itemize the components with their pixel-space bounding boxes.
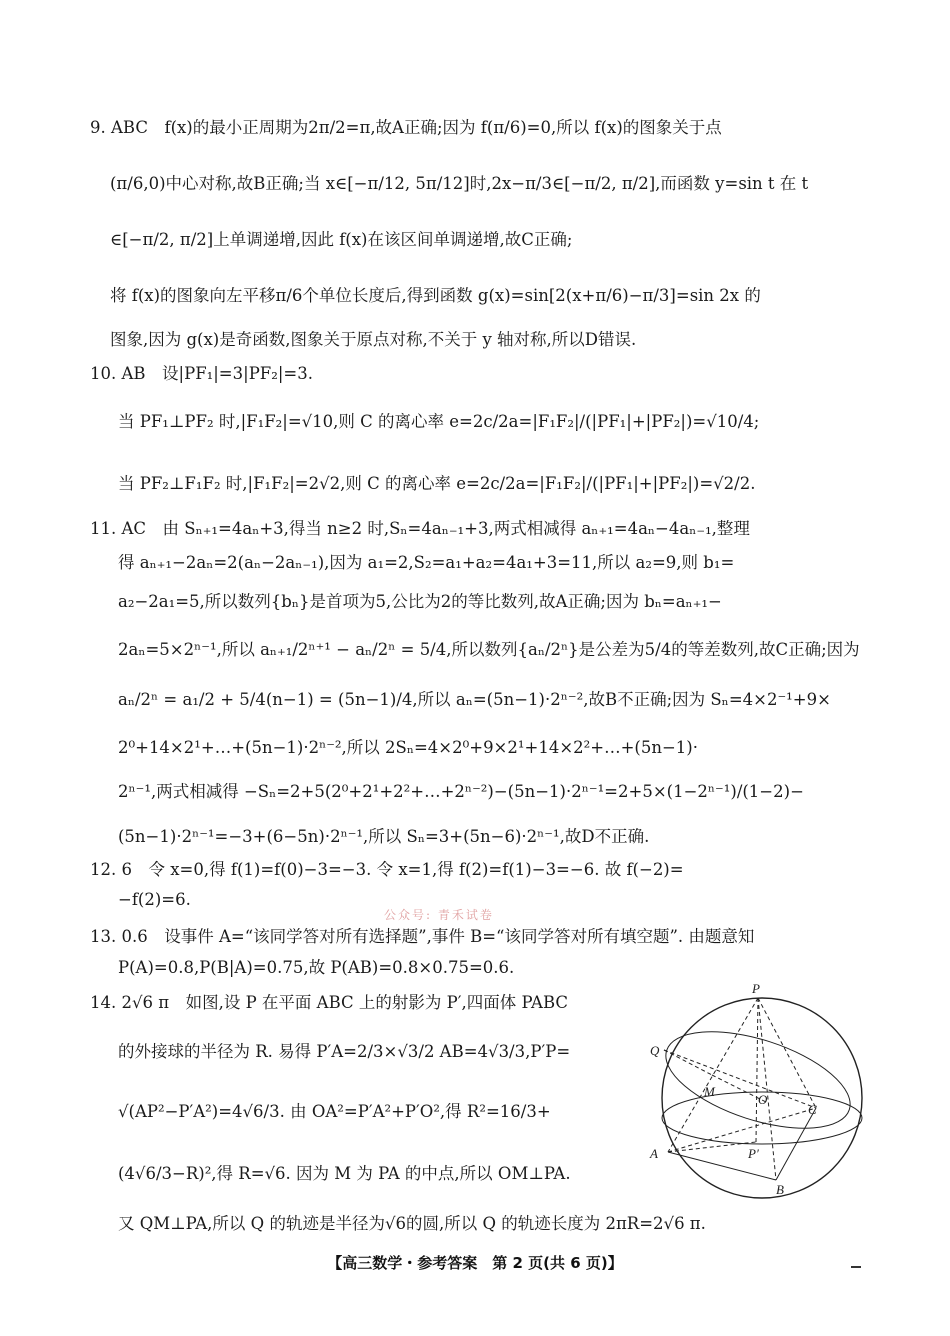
label-P: P — [752, 981, 760, 996]
text-line: 11. AC 由 Sₙ₊₁=4aₙ+3,得当 n≥2 时,Sₙ=4aₙ₋₁+3,两式相减得 aₙ₊₁=4aₙ−4aₙ₋₁,整理 — [90, 519, 750, 538]
text-line: (5n−1)·2ⁿ⁻¹=−3+(6−5n)·2ⁿ⁻¹,所以 Sₙ=3+(5n−6)·2ⁿ⁻¹,故D不正确. — [118, 827, 650, 846]
text-line: 2aₙ=5×2ⁿ⁻¹,所以 aₙ₊₁/2ⁿ⁺¹ − aₙ/2ⁿ = 5/4,所以数列{aₙ/2ⁿ}是公差为5/4的等差数列,故C正确;因为 — [118, 640, 860, 659]
text-line: 当 PF₁⊥PF₂ 时,|F₁F₂|=√10,则 C 的离心率 e=2c/2a=|F₁F₂|/(|PF₁|+|PF₂|)=√10/4; — [118, 412, 760, 431]
text-line: ∈[−π/2, π/2]上单调递增,因此 f(x)在该区间单调递增,故C正确; — [110, 230, 573, 249]
line-PP — [756, 998, 758, 1142]
text-line: 将 f(x)的图象向左平移π/6个单位长度后,得到函数 g(x)=sin[2(x+π/6)−π/3]=sin 2x 的 — [110, 286, 761, 305]
text-line: 14. 2√6 π 如图,设 P 在平面 ABC 上的射影为 P′,四面体 PABC — [90, 993, 569, 1012]
text-line: (4√6/3−R)²,得 R=√6. 因为 M 为 PA 的中点,所以 OM⊥PA. — [118, 1164, 571, 1183]
page-footer: 【高三数学・参考答案 第 2 页(共 6 页)】 — [327, 1254, 623, 1272]
text-line: 13. 0.6 设事件 A=“该同学答对所有选择题”,事件 B=“该同学答对所有填空题”. 由题意知 — [90, 927, 755, 946]
text-line: −f(2)=6. — [118, 890, 191, 909]
watermark: 公众号: 青禾试卷 — [384, 908, 494, 922]
label-C: C — [808, 1102, 817, 1117]
sphere-tetrahedron-figure — [640, 980, 870, 1200]
text-line: 又 QM⊥PA,所以 Q 的轨迹是半径为√6的圆,所以 Q 的轨迹长度为 2πR=2√6 π. — [118, 1214, 706, 1233]
text-line: aₙ/2ⁿ = a₁/2 + 5/4(n−1) = (5n−1)/4,所以 aₙ=(5n−1)·2ⁿ⁻²,故B不正确;因为 Sₙ=4×2⁻¹+9× — [118, 690, 831, 709]
edge-PB — [758, 998, 776, 1180]
text-line: 10. AB 设|PF₁|=3|PF₂|=3. — [90, 364, 313, 383]
text-line: P(A)=0.8,P(B|A)=0.75,故 P(AB)=0.8×0.75=0.6. — [118, 958, 515, 977]
label-A: A — [650, 1146, 658, 1161]
text-line: 9. ABC f(x)的最小正周期为2π/2=π,故A正确;因为 f(π/6)=0,所以 f(x)的图象关于点 — [90, 118, 722, 137]
text-line: a₂−2a₁=5,所以数列{bₙ}是首项为5,公比为2的等比数列,故A正确;因为 bₙ=aₙ₊₁− — [118, 592, 722, 611]
text-line: 的外接球的半径为 R. 易得 P′A=2/3×√3/2 AB=4√3/3,P′P= — [118, 1042, 571, 1061]
text-line: 2⁰+14×2¹+…+(5n−1)·2ⁿ⁻²,所以 2Sₙ=4×2⁰+9×2¹+14×2²+…+(5n−1)· — [118, 738, 698, 757]
text-line: 得 aₙ₊₁−2aₙ=2(aₙ−2aₙ₋₁),因为 a₁=2,S₂=a₁+a₂=4a₁+3=11,所以 a₂=9,则 b₁= — [118, 553, 735, 572]
text-line: (π/6,0)中心对称,故B正确;当 x∈[−π/12, 5π/12]时,2x−π/3∈[−π/2, π/2],而函数 y=sin t 在 t — [110, 174, 809, 193]
edge-AB — [668, 1152, 776, 1180]
label-P-prime: P′ — [748, 1146, 759, 1161]
label-Q: Q — [650, 1043, 660, 1058]
line-QC — [664, 1050, 816, 1108]
text-line: 2ⁿ⁻¹,两式相减得 −Sₙ=2+5(2⁰+2¹+2²+…+2ⁿ⁻²)−(5n−1)·2ⁿ⁻¹=2+5×(1−2ⁿ⁻¹)/(1−2)− — [118, 782, 804, 801]
label-O: O — [758, 1092, 768, 1107]
label-M: M — [704, 1084, 715, 1099]
text-line: 12. 6 令 x=0,得 f(1)=f(0)−3=−3. 令 x=1,得 f(2)=f(1)−3=−6. 故 f(−2)= — [90, 860, 684, 879]
corner-mark — [851, 1266, 861, 1268]
label-B: B — [776, 1182, 784, 1197]
text-line: √(AP²−P′A²)=4√6/3. 由 OA²=P′A²+P′O²,得 R²=16/3+ — [118, 1102, 551, 1121]
text-line: 当 PF₂⊥F₁F₂ 时,|F₁F₂|=2√2,则 C 的离心率 e=2c/2a=|F₁F₂|/(|PF₁|+|PF₂|)=√2/2. — [118, 474, 756, 493]
text-line: 图象,因为 g(x)是奇函数,图象关于原点对称,不关于 y 轴对称,所以D错误. — [110, 330, 637, 349]
